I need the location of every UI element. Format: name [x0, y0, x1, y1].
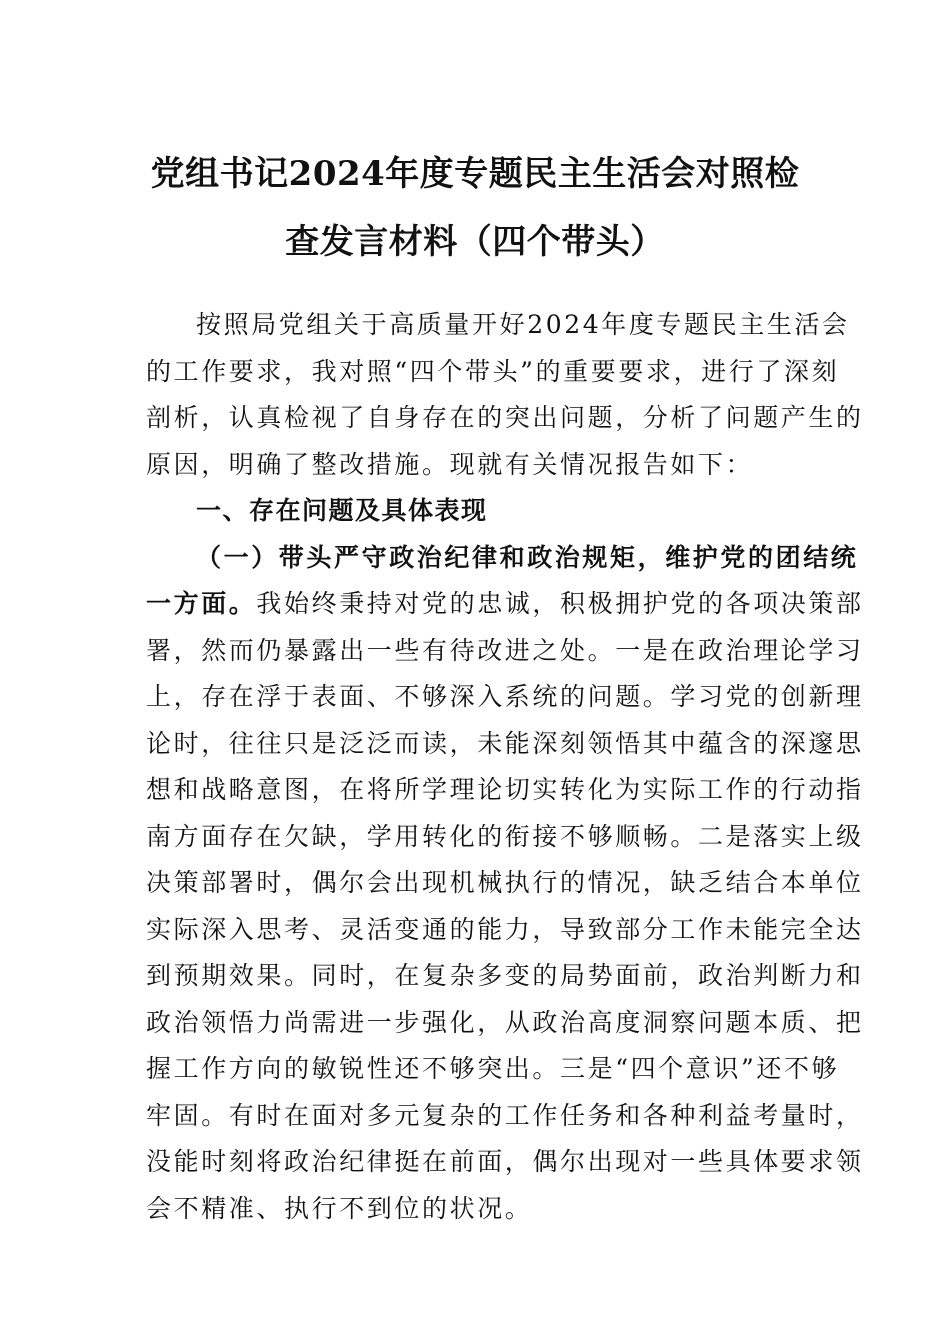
- paragraph-line: 牢固。有时在面对多元复杂的工作任务和各种利益考量时，: [146, 1100, 864, 1130]
- paragraph-line: 实际深入思考、灵活变通的能力，导致部分工作未能完全达: [146, 914, 864, 944]
- paragraph-line: 想和战略意图，在将所学理论切实转化为实际工作的行动指: [146, 775, 864, 804]
- intro-line: 原因，明确了整改措施。现就有关情况报告如下：: [146, 449, 754, 479]
- paragraph-line: 会不精准、执行不到位的状况。: [146, 1193, 533, 1223]
- section-heading: 一、存在问题及具体表现: [196, 496, 488, 525]
- document-title-line-2: 查发言材料（四个带头）: [285, 222, 665, 262]
- sub-heading-line-2: [146, 581, 864, 628]
- intro-line: 按照局党组关于高质量开好2024年度专题民主生活会: [196, 310, 850, 339]
- sub-heading-line-1: （一）带头严守政治纪律和政治规矩，维护党的团结统: [196, 542, 859, 572]
- paragraph-line: 决策部署时，偶尔会出现机械执行的情况，缺乏结合本单位: [146, 868, 864, 897]
- sub-heading-tail: 一方面。: [146, 589, 257, 618]
- paragraph-line: 论时，往往只是泛泛而读，未能深刻领悟其中蕴含的深邃思: [146, 728, 864, 758]
- paragraph-line: 到预期效果。同时，在复杂多变的局势面前，政治判断力和: [146, 961, 864, 990]
- paragraph-line: 握工作方向的敏锐性还不够突出。三是“四个意识”还不够: [146, 1054, 840, 1083]
- document-body: [146, 302, 864, 1232]
- paragraph-line: 政治领悟力尚需进一步强化，从政治高度洞察问题本质、把: [146, 1007, 864, 1037]
- paragraph-line: 上，存在浮于表面、不够深入系统的问题。学习党的创新理: [146, 682, 864, 711]
- paragraph-text: 我始终秉持对党的忠诚，积极拥护党的各项决策部: [256, 589, 864, 618]
- document-title-line-1: 党组书记2024年度专题民主生活会对照检: [150, 154, 800, 194]
- paragraph-line: 南方面存在欠缺，学用转化的衔接不够顺畅。二是落实上级: [146, 821, 864, 851]
- paragraph-line: 署，然而仍暴露出一些有待改进之处。一是在政治理论学习: [146, 635, 864, 665]
- paragraph-line: 没能时刻将政治纪律挺在前面，偶尔出现对一些具体要求领: [146, 1147, 864, 1176]
- intro-line: 的工作要求，我对照“四个带头”的重要要求，进行了深刻: [146, 356, 840, 386]
- intro-line: 剖析，认真检视了自身存在的突出问题，分析了问题产生的: [146, 403, 864, 432]
